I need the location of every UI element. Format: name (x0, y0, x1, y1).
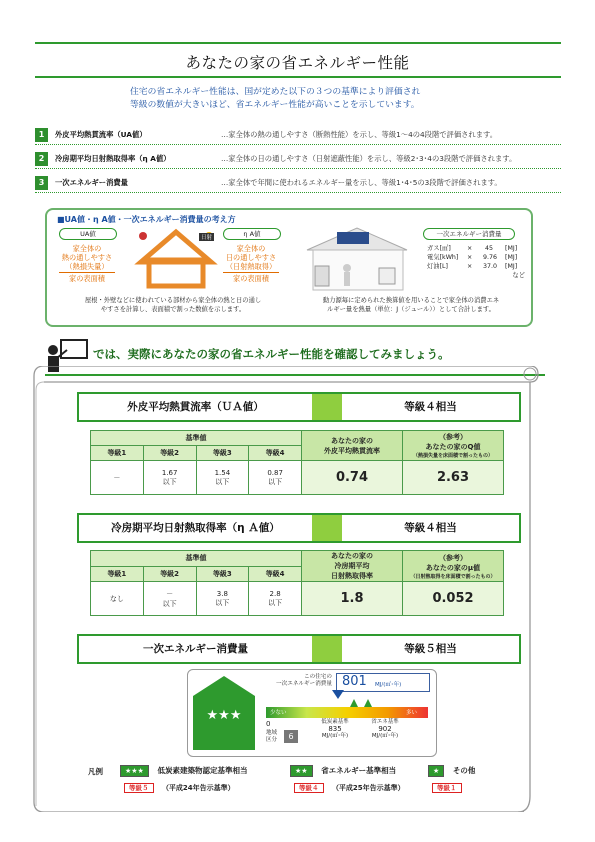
ref-note: （日射熱取得を床面積で割ったもの） (410, 573, 496, 580)
factor-unit: [MJ] (505, 263, 518, 270)
reference-header (403, 431, 504, 461)
section-title: 外皮平均熱貫流率（ＵＡ値） (127, 401, 264, 413)
ua-formula (55, 244, 119, 283)
left-note-line-2: やすさを計算し、表面積で割った数値を示します。 (100, 306, 246, 313)
region-label-1: 地域 (266, 730, 278, 736)
legend-item-2star (290, 765, 396, 776)
benchmark-value: 835 (328, 725, 342, 733)
grade-stars: ★★★ (206, 708, 242, 723)
eta-text-3: （日射熱取得） (225, 262, 277, 271)
house-header-line-1: あなたの家の (331, 552, 373, 560)
eta-label: η A値 (223, 228, 281, 240)
dotted-divider (35, 144, 561, 145)
ua-table (90, 430, 504, 495)
eta-text-2: 日の通しやすさ (225, 253, 277, 262)
benchmark-value: 902 (378, 725, 392, 733)
energy-source: 灯油[L] (427, 263, 449, 270)
legend-item-3star (120, 765, 247, 776)
grade-col: 等級1 (91, 566, 144, 582)
energy-value-label (264, 674, 332, 688)
ua-text-4: 家の表面積 (69, 274, 105, 283)
below-label: 以下 (268, 598, 283, 607)
criteria-header: 基準値 (91, 431, 302, 446)
energy-source: 電気[kWh] (427, 254, 459, 261)
below-label: 以下 (268, 477, 283, 486)
scale-zero: 0 (266, 720, 271, 728)
standard-benchmark (360, 719, 410, 740)
fraction-bar (223, 272, 279, 273)
eta-text-1: 家全体の (236, 244, 266, 253)
appliance-icon (379, 268, 395, 284)
house-header-line-3: 日射熱取得率 (331, 572, 373, 580)
legend-item-1star (428, 765, 475, 776)
section-eta-header (77, 513, 521, 543)
times-sign: × (467, 263, 473, 270)
left-note-line-1: 屋根・外壁などに使われている部材から家全体の熱と日の通し (84, 297, 262, 304)
accent-block (312, 636, 342, 662)
section-title: 一次エネルギー消費量 (143, 643, 248, 655)
right-note-line-2: ルギー量を熱量（単位：J（ジュール））として合計します。 (327, 306, 495, 313)
reference-header (403, 551, 504, 582)
value: なし (109, 594, 124, 603)
scale-less: 少ない (270, 710, 287, 716)
benchmark-unit: MJ/(㎡･年) (371, 733, 399, 739)
item-number: 1 (35, 128, 48, 142)
ref-header-line-1: （参考） (439, 433, 467, 441)
legend-grade-row-1 (124, 783, 235, 793)
energy-etc: など (512, 272, 525, 279)
value: － (113, 473, 121, 482)
legend-name: 省エネルギー基準相当 (321, 766, 397, 775)
region-value: 6 (284, 730, 298, 743)
criteria-item-1 (35, 128, 561, 146)
criteria-value (249, 582, 302, 616)
intro-line-1: 住宅の省エネルギー性能は、国が定めた以下の３つの基準により評価され (130, 87, 421, 97)
criteria-value (143, 582, 196, 616)
criteria-value (196, 582, 249, 616)
grade-note: （平成24年告示基準） (161, 784, 235, 792)
fraction-bar (59, 272, 115, 273)
criteria-header: 基準値 (91, 551, 302, 567)
stars-badge: ★ (428, 765, 444, 777)
section-grade: 等級４相当 (342, 515, 519, 541)
energy-factor-table (427, 244, 527, 280)
grade-badge: 等級１ (432, 783, 462, 793)
accent-block (312, 515, 342, 541)
factor-unit: [MJ] (505, 245, 518, 252)
grade-note: （平成25年告示基準） (331, 784, 405, 792)
label-line-1: この住宅の (304, 674, 332, 680)
house-appliances-illustration (297, 222, 417, 292)
region-label-2: 区分 (266, 737, 278, 743)
energy-label: 一次エネルギー消費量 (423, 228, 515, 240)
eta-table (90, 550, 504, 616)
ua-label: UA値 (59, 228, 117, 240)
house-header-line-1: あなたの家の (331, 436, 373, 445)
explanation-panel (45, 208, 533, 327)
house-mu-value: 0.052 (403, 582, 504, 616)
grade-col: 等級2 (143, 446, 196, 461)
factor-unit: [MJ] (505, 254, 518, 261)
energy-scale-bar (266, 707, 428, 718)
grade-col: 等級4 (249, 446, 302, 461)
dotted-divider (35, 192, 561, 193)
intro-line-2: 等級の数値が大きいほど、省エネルギー性能が高いことを示しています。 (130, 100, 420, 110)
grade-col: 等級3 (196, 566, 249, 582)
item-name: 一次エネルギー消費量 (55, 178, 128, 187)
solar-panel-icon (337, 232, 369, 244)
ref-header-line-2: あなたの家のQ値 (425, 443, 481, 451)
criteria-value (91, 582, 144, 616)
section-grade: 等級４相当 (342, 394, 519, 420)
value: 1.54 (214, 468, 231, 477)
grade-col: 等級2 (143, 566, 196, 582)
low-carbon-benchmark (310, 719, 360, 740)
ref-note: （熱損失量を床面積で割ったもの） (412, 453, 493, 459)
energy-value-box (336, 673, 430, 692)
value: 1.67 (161, 468, 178, 477)
criteria-value (249, 461, 302, 495)
grade-badge: 等級５ (124, 783, 154, 793)
grade-col: 等級4 (249, 566, 302, 582)
sun-label: 日射 (201, 235, 213, 241)
house-header-line-2: 冷房期平均 (334, 562, 370, 570)
accent-block (312, 394, 342, 420)
grade-col: 等級1 (91, 446, 144, 461)
water-heater-icon (315, 266, 329, 286)
item-description: …家全体の日の通しやすさ（日射遮蔽性能）を示し、等級2･3･4の3段階で評価されます。 (221, 154, 517, 163)
benchmark-markers (348, 699, 378, 707)
scale-more: 多い (406, 710, 418, 716)
section-title: 冷房期平均日射熱取得率（η Ａ値） (111, 522, 280, 534)
times-sign: × (467, 254, 473, 261)
benchmark-unit: MJ/(㎡･年) (321, 733, 349, 739)
energy-row-kerosene (427, 262, 527, 271)
left-note (55, 296, 291, 314)
energy-card (187, 669, 437, 757)
house-value-header (302, 431, 403, 461)
value: 2.8 (269, 589, 281, 598)
ref-header-line-1: （参考） (439, 553, 467, 562)
panel-heading: ■UA値・η A値・一次エネルギー消費量の考え方 (57, 215, 236, 224)
value: － (166, 589, 174, 598)
criteria-item-2 (35, 152, 561, 170)
criteria-value (91, 461, 144, 495)
below-label: 以下 (162, 477, 177, 486)
criteria-value (143, 461, 196, 495)
criteria-value (196, 461, 249, 495)
ua-text-2: 熱の通しやすさ (61, 253, 113, 262)
ua-text-3: （熱損失量） (65, 262, 109, 271)
grade-badge: 等級４ (294, 783, 324, 793)
item-name: 冷房期平均日射熱取得率（η A値） (55, 154, 171, 163)
right-note (297, 296, 525, 314)
value: 0.87 (267, 468, 283, 477)
section-ua-header (77, 392, 521, 422)
page-title: あなたの家の省エネルギー性能 (185, 54, 410, 72)
energy-row-electric (427, 253, 527, 262)
item-description: …家全体で年間に使われるエネルギー量を示し、等級1･4･5の3段階で評価されます。 (221, 178, 502, 187)
energy-source: ガス[㎥] (427, 245, 451, 252)
eta-text-4: 家の表面積 (233, 274, 269, 283)
legend-grade-row-2 (294, 783, 405, 793)
factor-value: 37.0 (483, 263, 498, 270)
energy-unit: MJ/(㎡･年) (375, 682, 402, 688)
title-rule (35, 76, 561, 78)
below-label: 以下 (162, 599, 177, 608)
legend-label: 凡例 (88, 767, 103, 776)
pointer-icon (332, 690, 344, 700)
ua-text-1: 家全体の (72, 244, 102, 253)
times-sign: × (467, 245, 473, 252)
benchmark-label: 低炭素基準 (321, 719, 349, 725)
banner-text: では、実際にあなたの家の省エネルギー性能を確認してみましょう。 (93, 347, 450, 361)
legend-grade-row-3 (432, 783, 462, 792)
energy-value: 801 (342, 674, 367, 689)
house-value-header (302, 551, 403, 582)
top-rule (35, 42, 561, 44)
criteria-item-3 (35, 176, 561, 194)
person-icon (344, 272, 350, 286)
legend-name: 低炭素建築物認定基準相当 (157, 766, 248, 775)
item-number: 3 (35, 176, 48, 190)
house-q-value: 2.63 (403, 461, 504, 495)
factor-value: 45 (485, 245, 494, 252)
grade-col: 等級3 (196, 446, 249, 461)
house-ua-value: 0.74 (302, 461, 403, 495)
item-number: 2 (35, 152, 48, 166)
right-note-line-1: 動力源毎に定められた換算値を用いることで家全体の消費エネ (322, 297, 500, 304)
factor-value: 9.76 (483, 254, 498, 261)
stars-badge: ★★ (290, 765, 313, 777)
heat-icon (139, 232, 147, 240)
eta-formula (219, 244, 283, 283)
stars-badge: ★★★ (120, 765, 149, 777)
legend-name: その他 (452, 766, 476, 775)
house-eta-value: 1.8 (302, 582, 403, 616)
below-label: 以下 (215, 598, 230, 607)
value: 3.8 (216, 589, 228, 598)
dotted-divider (35, 168, 561, 169)
label-line-2: 一次エネルギー消費量 (276, 681, 332, 687)
section-grade: 等級５相当 (342, 636, 519, 662)
benchmark-label: 省エネ基準 (371, 719, 399, 725)
section-energy-header (77, 634, 521, 664)
energy-row-gas (427, 244, 527, 253)
item-name: 外皮平均熱貫流率（UA値） (55, 130, 147, 139)
region-label (266, 730, 277, 744)
item-description: …家全体の熱の通しやすさ（断熱性能）を示し、等級1～4の4段階で評価されます。 (221, 130, 498, 139)
below-label: 以下 (215, 477, 230, 486)
intro-text (130, 86, 420, 112)
ref-header-line-2: あなたの家のμ値 (425, 563, 481, 572)
house-header-line-2: 外皮平均熱貫流率 (324, 446, 380, 455)
